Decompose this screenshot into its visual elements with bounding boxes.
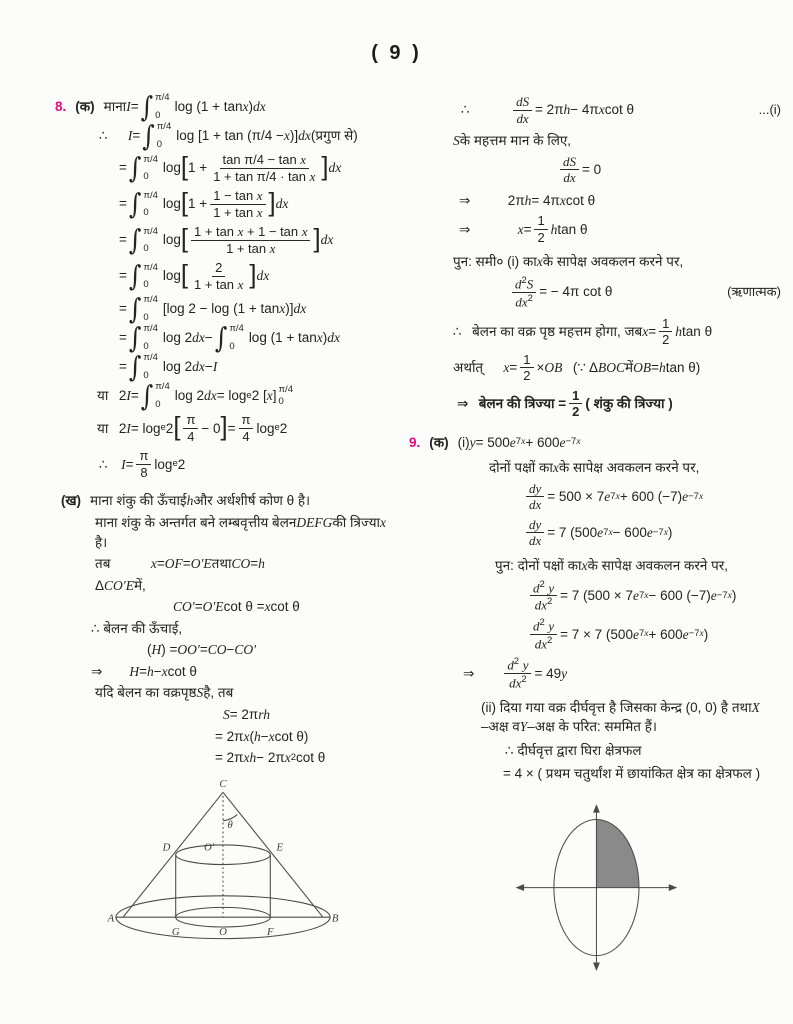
- x-axis-right-arrow: [669, 884, 678, 891]
- label-O: O: [219, 925, 227, 938]
- label-E: E: [276, 840, 284, 853]
- math-line: [119, 321, 393, 355]
- label-D: D: [162, 840, 171, 853]
- formula: Δ CO′E में,: [95, 577, 146, 593]
- formula: माना शंकु की ऊँचाई h और अर्धशीर्ष कोण θ है।: [90, 493, 311, 509]
- math-line: [409, 433, 785, 453]
- formula: ∴ I = ∫ π/4 0 log [1 + tan (π/4 − x )] dx (प्रगुण से): [99, 118, 358, 153]
- math-line: [147, 640, 393, 660]
- math-line: [119, 151, 393, 185]
- math-line: [481, 698, 785, 737]
- math-line: [453, 252, 785, 272]
- label-B: B: [331, 912, 339, 925]
- label-G: G: [171, 925, 180, 938]
- math-line: [95, 683, 393, 703]
- formula: पुन: समी० (i) का x के सापेक्ष अवकलन करने पर,: [453, 254, 684, 270]
- math-line: [119, 350, 393, 384]
- formula: = ∫ π/4 0 log [ 1 + $\frac{\text{1 − tan x}}{\text{1 + tan x}}$ ] dx: [119, 187, 289, 221]
- part-label: (क): [429, 434, 449, 450]
- formula: = ∫ π/4 0 log 2 dx − I: [119, 350, 218, 384]
- math-line: [99, 118, 393, 153]
- math-line: [99, 447, 393, 481]
- label-O-prime: O′: [204, 840, 215, 853]
- formula: या 2 I = ∫ π/4 0 log 2 dx = log e 2 [ x ] π/4 0: [97, 379, 293, 413]
- formula: = ∫ π/4 0 log [ $\frac{\text{1 + tan x + 1 − tan x}}{\text{1 + tan x}}$ ] dx: [119, 223, 334, 257]
- formula: = ∫ π/4 0 log [ $\frac{2}{\text{1 + tan x}}$ ] dx: [119, 259, 270, 293]
- right-column: [397, 91, 793, 993]
- math-line: [95, 513, 393, 552]
- y-axis-top-arrow: [593, 804, 600, 813]
- formula: = 2π xh − 2π x 2 cot θ: [215, 750, 326, 766]
- left-column-lines: [55, 89, 393, 768]
- math-line: [61, 491, 393, 511]
- question-number: 9.: [409, 434, 421, 450]
- math-line: [463, 655, 785, 692]
- formula: तब x = OF = O′E तथा CO = h: [95, 556, 265, 572]
- math-line: [527, 578, 785, 615]
- formula: ⇒ बेलन की त्रिज्या = $\frac{1}{2}$ ( शंकु की त्रिज्या ): [457, 387, 673, 420]
- ellipse-figure-container: [501, 788, 785, 993]
- math-line: [91, 662, 393, 682]
- formula: ⇒ 2π h = 4π x cot θ: [459, 192, 596, 208]
- left-column: [0, 91, 397, 993]
- formula: (ii) दिया गया वक्र दीर्घवृत्त है जिसका केन्द्र (0, 0) है तथा X –अक्ष व Y –अक्ष के परित: सममित हैं।: [481, 699, 760, 735]
- math-line: [95, 554, 393, 574]
- math-line: [505, 741, 785, 761]
- math-line: [215, 727, 393, 747]
- math-line: [119, 292, 393, 326]
- ellipse-diagram: [501, 788, 697, 988]
- question-number: 8.: [55, 98, 67, 114]
- math-line: [461, 93, 785, 127]
- label-F: F: [267, 925, 274, 938]
- formula: ∴ $\frac{dS}{dx}$ = 2π h − 4π x cot θ: [461, 94, 635, 126]
- math-line: [457, 387, 785, 421]
- formula: = ∫ π/4 0 log 2 dx − ∫ π/4 0 log (1 + tan x ) dx: [119, 321, 340, 355]
- label-theta: θ: [227, 818, 233, 831]
- formula: ⇒ x = $\frac{1}{2}$ h tan θ: [459, 213, 588, 245]
- formula: $\frac{dy}{dx}$ = 500 × 7 e 7x + 600 (−7) e −7x: [523, 480, 703, 514]
- formula: = 4 × ( प्रथम चतुर्थांश में छायांकित क्षेत्र का क्षेत्रफल ): [503, 766, 761, 782]
- math-line: [119, 187, 393, 221]
- label-A: A: [107, 912, 115, 925]
- math-line: [91, 619, 393, 639]
- part-label: (क): [75, 98, 95, 114]
- formula: $\frac{dS}{dx}$ = 0: [557, 153, 601, 187]
- math-line: [95, 576, 393, 596]
- formula: $\frac{d^2S}{dx^2}$ = − 4π cot θ: [509, 274, 612, 311]
- formula: ( H ) = OO′ = CO − CO′: [147, 642, 257, 658]
- formula: = ∫ π/4 0 log [ 1 + $\frac{\text{tan π/4 − tan x}}{\text{1 + tan π/4 · tan x}}$ ] dx: [119, 151, 342, 185]
- math-line: [119, 223, 393, 257]
- shaded-first-quadrant: [596, 819, 639, 887]
- cone-diagram: [89, 778, 357, 952]
- math-line: [495, 556, 785, 576]
- math-line: [223, 705, 393, 725]
- formula: अर्थात् x = $\frac{1}{2}$ × OB (∵ Δ BOC में OB = h tan θ): [453, 351, 701, 384]
- equation-note: ...(i): [758, 101, 781, 117]
- math-line: [489, 458, 785, 478]
- formula: $\frac{d^2 y}{dx^2}$ = 7 (500 × 7 e 7x − 600 (−7) e −7x ): [527, 578, 736, 615]
- formula: = ∫ π/4 0 [log 2 − log (1 + tan x )] dx: [119, 292, 307, 326]
- math-line: [97, 379, 393, 413]
- math-line: [523, 480, 785, 514]
- math-line: [97, 411, 393, 445]
- formula: पुन: दोनों पक्षों का x के सापेक्ष अवकलन करने पर,: [495, 558, 729, 573]
- page-number: ( 9 ): [371, 42, 422, 64]
- formula: ⇒ H = h − x cot θ: [91, 663, 197, 679]
- formula: = 2π x ( h − x cot θ): [215, 728, 309, 744]
- formula: ∴ I = $\frac{\pi}{8}$ log e 2: [99, 448, 186, 480]
- formula: माना शंकु के अन्तर्गत बने लम्बवृत्तीय बेलन DEFG की त्रिज्या x है।: [95, 514, 387, 550]
- label-C: C: [219, 777, 227, 790]
- formula: S के महत्तम मान के लिए,: [453, 133, 572, 149]
- formula: दोनों पक्षों का x के सापेक्ष अवकलन करने पर,: [489, 460, 700, 476]
- formula: यदि बेलन का वक्रपृष्ठ S है, तब: [95, 685, 234, 701]
- formula: $\frac{d^2 y}{dx^2}$ = 7 × 7 (500 e 7x + 600 e −7x ): [527, 616, 708, 653]
- cone-figure-container: [89, 778, 393, 957]
- math-line: [459, 191, 785, 211]
- formula: $\frac{dy}{dx}$ = 7 (500 e 7x − 600 e −7x ): [523, 516, 672, 550]
- math-line: [453, 131, 785, 151]
- formula: ⇒ $\frac{d^2 y}{dx^2}$ = 49 y: [463, 655, 568, 691]
- math-line: [453, 315, 785, 349]
- two-column-layout: [0, 91, 793, 993]
- math-line: [523, 516, 785, 550]
- math-line: [557, 153, 785, 187]
- math-line: [453, 351, 785, 385]
- math-line: [527, 616, 785, 653]
- formula: ∴ दीर्घवृत्त द्वारा घिरा क्षेत्रफल: [505, 742, 642, 758]
- math-line: [503, 764, 785, 784]
- formula: S = 2π rh: [223, 707, 270, 722]
- math-line: [119, 259, 393, 293]
- equation-note: (ऋणात्मक): [727, 283, 781, 299]
- x-axis-left-arrow: [516, 884, 525, 891]
- formula: ∴ बेलन का वक्र पृष्ठ महत्तम होगा, जब x = $\frac{1}{2}$ h tan θ: [453, 315, 713, 348]
- math-line: [173, 597, 393, 617]
- formula: ∴ बेलन की ऊँचाई,: [91, 620, 183, 636]
- right-column-lines: [409, 93, 785, 784]
- formula: (i) y = 500 e 7x + 600 e −7x: [457, 434, 581, 450]
- math-line: [459, 212, 785, 246]
- formula: या 2 I = log e 2 [ $\frac{\pi}{4}$ − 0 ] = $\frac{\pi}{4}$ log e 2: [97, 412, 288, 444]
- formula: CO′ = O′E cot θ = x cot θ: [173, 599, 300, 615]
- math-line: [55, 89, 393, 124]
- formula: माना I = ∫ π/4 0 log (1 + tan x ) dx: [103, 89, 266, 124]
- part-label: (ख): [61, 493, 82, 509]
- math-line: [215, 748, 393, 768]
- math-line: [509, 274, 785, 311]
- y-axis-bottom-arrow: [593, 962, 600, 971]
